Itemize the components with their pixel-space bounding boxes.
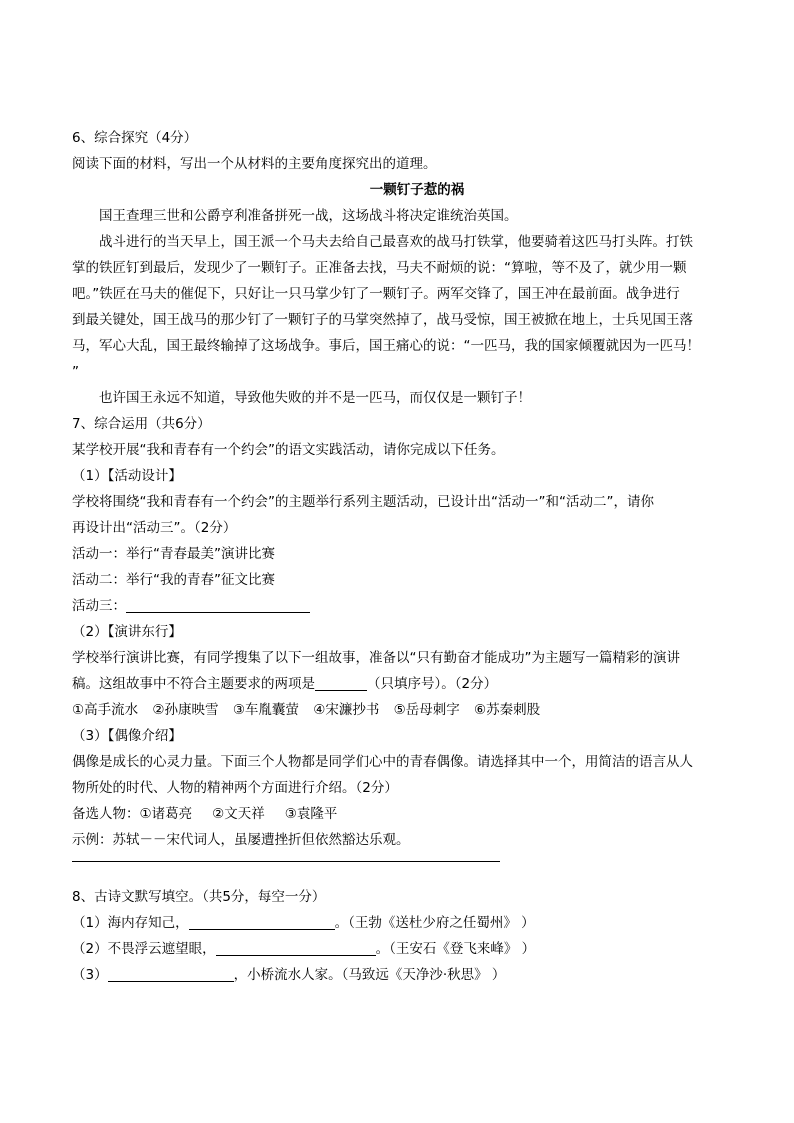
q7-part1-label: （1）【活动设计】 — [72, 468, 182, 484]
poem-prefix: （3） — [72, 967, 108, 983]
q7-part2-text: 学校举行演讲比赛，有同学搜集了以下一组故事，准备以“只有勤奋才能成功”为主题写一篇精彩的演讲 — [72, 650, 680, 666]
story-paragraph-cont: 马，军心大乱，国王最终输掉了这场战争。事后，国王痛心的说：“一匹马，我的国家倾覆就因为一匹马！ — [72, 338, 700, 354]
story-paragraph-cont: 吧。”铁匠在马夫的催促下，只好让一只马掌少钉了一颗钉子。两军交锋了，国王冲在最前面。战争进行 — [72, 286, 680, 302]
poem-suffix: ，小桥流水人家。（马致远《天净沙·秋思》 ） — [233, 967, 506, 983]
poem-prefix: （2）不畏浮云遮望眼， — [72, 941, 216, 957]
poem-blank[interactable] — [189, 913, 335, 930]
q7-part3-text: 偶像是成长的心灵力量。下面三个人物都是同学们心中的青春偶像。请选择其中一个，用简洁的语言从人 — [72, 754, 693, 770]
q7-heading: 7、综合运用（共6分） — [72, 416, 211, 432]
q7-part2-label: （2）【演讲东行】 — [72, 624, 182, 640]
example-text: 示例：苏轼－－宋代词人，虽屡遭挫折但依然豁达乐观。 — [72, 832, 410, 848]
story-choice-blank[interactable] — [315, 674, 367, 691]
poem-suffix: 。（王勃《送杜少府之任蜀州》 ） — [334, 915, 535, 931]
story-options — [72, 697, 722, 723]
candidate-list — [72, 801, 722, 827]
story-paragraph: 战斗进行的当天早上，国王派一个马夫去给自己最喜欢的战马打铁掌，他要骑着这匹马打头阵。打铁 — [99, 234, 693, 250]
q7-part3-text: 物所处的时代、人物的精神两个方面进行介绍。（2分） — [72, 780, 398, 796]
story-option: ③车胤囊萤 — [232, 702, 299, 718]
poem-prefix: （1）海内存知己， — [72, 915, 189, 931]
q6-instruction: 阅读下面的材料，写出一个从材料的主要角度探究出的道理。 — [72, 156, 437, 172]
story-title: 一颗钉子惹的祸 — [369, 182, 465, 198]
exam-page — [72, 125, 722, 988]
activity-two: 活动二：举行“我的青春”征文比赛 — [72, 572, 275, 588]
story-paragraph: 也许国王永远不知道，导致他失败的并不是一匹马，而仅仅是一颗钉子！ — [99, 390, 531, 406]
story-option: ②孙康映雪 — [152, 702, 219, 718]
candidate: ②文天祥 — [212, 806, 265, 822]
q6-heading: 6、综合探究（4分） — [72, 130, 198, 146]
poem-item — [72, 910, 722, 936]
candidate: ①诸葛亮 — [139, 806, 193, 822]
story-paragraph-cont: ” — [72, 364, 79, 380]
story-paragraph-cont: 掌的铁匠钉到最后，发现少了一颗钉子。正准备去找，马夫不耐烦的说：“算啦，等不及了，就少用一颗 — [72, 260, 687, 276]
q7-part1-text: 学校将围绕“我和青春有一个约会”的主题举行系列主题活动，已设计出“活动一”和“活动二”，请你 — [72, 494, 654, 510]
activity-three-row — [72, 593, 722, 619]
poem-blank[interactable] — [216, 939, 376, 956]
activity-three-label: 活动三： — [72, 598, 126, 614]
poem-blank[interactable] — [108, 965, 234, 982]
story-option: ⑤岳母刺字 — [393, 702, 460, 718]
story-option: ①高手流水 — [72, 702, 139, 718]
poem-item — [72, 962, 722, 988]
poem-item — [72, 936, 722, 962]
activity-one: 活动一：举行“青春最美”演讲比赛 — [72, 546, 275, 562]
q7-intro: 某学校开展“我和青春有一个约会”的语文实践活动，请你完成以下任务。 — [72, 442, 505, 458]
q7-part3-label: （3）【偶像介绍】 — [72, 728, 182, 744]
q7-part2-text: 稿。这组故事中不符合主题要求的两项是 — [72, 676, 315, 692]
story-paragraph: 国王查理三世和公爵亨利准备拼死一战，这场战斗将决定谁统治英国。 — [99, 208, 518, 224]
candidate: ③袁隆平 — [284, 806, 338, 822]
activity-three-blank[interactable] — [126, 596, 310, 613]
q7-part2-answer-row — [72, 671, 722, 697]
q7-part1-text: 再设计出“活动三”。（2分） — [72, 520, 237, 536]
poem-suffix: 。（王安石《登飞来峰》 ） — [375, 941, 536, 957]
story-paragraph-cont: 到最关键处，国王战马的那少钉了一颗钉子的马掌突然掉了，战马受惊，国王被掀在地上，士兵见国王落 — [72, 312, 693, 328]
candidate-label: 备选人物： — [72, 806, 140, 822]
story-option: ④宋濂抄书 — [313, 702, 380, 718]
q7-part2-text: （只填序号）。（2分） — [367, 676, 498, 692]
q8-heading: 8、古诗文默写填空。（共5分，每空一分） — [72, 889, 326, 905]
story-option: ⑥苏秦刺股 — [474, 702, 541, 718]
